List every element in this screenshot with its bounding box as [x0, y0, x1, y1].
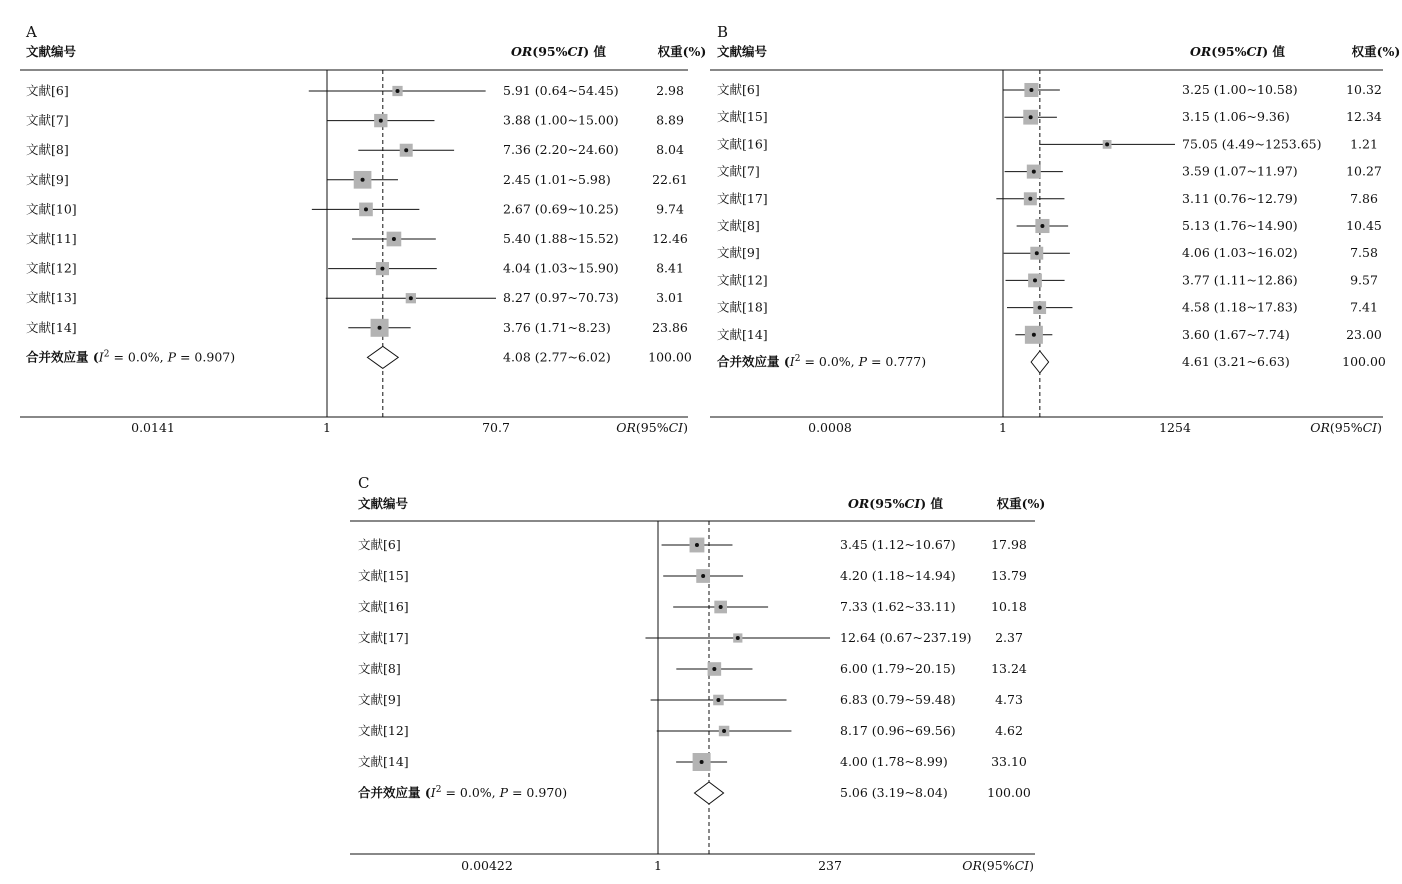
study-label: 文献[6] — [26, 83, 69, 98]
or-ci-value: 4.00 (1.78~8.99) — [840, 754, 948, 769]
or-ci-value: 3.77 (1.11~12.86) — [1182, 272, 1298, 288]
weight-value: 7.41 — [1350, 299, 1378, 315]
study-label: 文献[11] — [26, 231, 77, 246]
pooled-or-ci-value: 4.08 (2.77~6.02) — [503, 349, 611, 365]
or-ci-value: 8.17 (0.96~69.56) — [840, 723, 956, 738]
pooled-diamond — [367, 346, 398, 368]
or-ci-value: 5.13 (1.76~14.90) — [1182, 218, 1298, 233]
header-ci-close: ) 值 — [583, 44, 607, 59]
x-axis-tick-label: 237 — [818, 858, 842, 873]
pooled-label-post: = 0.777) — [867, 354, 927, 369]
i2-superscript: 2 — [103, 349, 110, 360]
header-ci-symbol: CI — [567, 44, 584, 59]
pooled-label-pre: 合并效应量 ( — [717, 354, 790, 369]
x-axis-label — [616, 420, 688, 435]
x-axis-tick-label: 1 — [654, 858, 662, 873]
pooled-weight-value: 100.00 — [648, 349, 692, 365]
or-ci-value: 3.11 (0.76~12.79) — [1182, 190, 1298, 206]
weight-value: 4.73 — [995, 692, 1023, 707]
panel-letter-B: B — [717, 23, 729, 41]
study-label: 文献[12] — [717, 272, 768, 288]
header-ci-open: (95% — [532, 44, 568, 59]
or-ci-value: 5.91 (0.64~54.45) — [503, 83, 619, 98]
i2-superscript: 2 — [435, 785, 442, 795]
or-ci-value: 3.88 (1.00~15.00) — [503, 112, 619, 128]
x-axis-label-mid: (95% — [1329, 420, 1363, 435]
weight-value: 10.32 — [1346, 82, 1382, 97]
header-or-symbol: OR — [848, 496, 870, 511]
point-estimate — [695, 543, 699, 547]
point-estimate — [1040, 224, 1044, 228]
study-label: 文献[17] — [717, 190, 768, 206]
or-ci-value: 3.59 (1.07~11.97) — [1182, 163, 1298, 179]
study-label: 文献[14] — [358, 754, 409, 769]
or-ci-value: 4.58 (1.18~17.83) — [1182, 299, 1298, 315]
x-axis-label — [962, 858, 1034, 873]
point-estimate — [716, 698, 720, 702]
weight-value: 23.86 — [652, 319, 688, 335]
pooled-weight-value: 100.00 — [987, 785, 1031, 800]
or-ci-value: 2.45 (1.01~5.98) — [503, 171, 611, 187]
i2-symbol: I — [789, 354, 795, 369]
study-label: 文献[16] — [358, 599, 409, 614]
x-axis-label-or: OR — [1310, 420, 1330, 435]
header-weight: 权重(%) — [1351, 44, 1401, 59]
pooled-diamond — [1031, 351, 1048, 373]
pooled-weight-value: 100.00 — [1342, 354, 1386, 369]
i2-symbol: I — [430, 785, 436, 800]
study-label: 文献[15] — [717, 109, 768, 125]
study-label: 文献[17] — [358, 630, 409, 645]
header-ci-close: ) 值 — [920, 496, 944, 511]
weight-value: 10.18 — [991, 599, 1027, 614]
x-axis-label-mid: (95% — [635, 420, 669, 435]
x-axis-tick-label: 1 — [999, 420, 1007, 435]
x-axis-label-end: ) — [1377, 420, 1382, 435]
x-axis-label-ci: CI — [1362, 420, 1378, 435]
x-axis-label-or: OR — [962, 858, 982, 873]
study-label: 文献[12] — [26, 260, 77, 276]
weight-value: 33.10 — [991, 754, 1027, 769]
or-ci-value: 3.60 (1.67~7.74) — [1182, 326, 1290, 342]
point-estimate — [409, 296, 413, 300]
weight-value: 8.41 — [656, 260, 684, 276]
or-ci-value: 75.05 (4.49~1253.65) — [1182, 136, 1322, 152]
point-estimate — [1033, 278, 1037, 282]
weight-value: 3.01 — [656, 290, 684, 306]
x-axis-tick-label: 0.0141 — [131, 420, 175, 435]
or-ci-value: 2.67 (0.69~10.25) — [503, 201, 619, 217]
or-ci-value: 4.04 (1.03~15.90) — [503, 260, 619, 276]
study-label: 文献[18] — [717, 299, 768, 315]
or-ci-value: 4.06 (1.03~16.02) — [1182, 245, 1298, 261]
weight-value: 13.79 — [991, 568, 1027, 583]
weight-value: 22.61 — [652, 171, 688, 187]
x-axis-tick-label: 1254 — [1159, 420, 1191, 435]
x-axis-tick-label: 70.7 — [482, 420, 510, 435]
pooled-label-post: = 0.970) — [508, 785, 568, 800]
or-ci-value: 8.27 (0.97~70.73) — [503, 290, 619, 306]
study-label: 文献[7] — [26, 112, 69, 128]
or-ci-value: 3.15 (1.06~9.36) — [1182, 109, 1290, 125]
weight-value: 9.57 — [1350, 272, 1378, 288]
weight-value: 8.89 — [656, 112, 684, 128]
pooled-or-ci-value: 5.06 (3.19~8.04) — [840, 785, 948, 800]
header-or-symbol: OR — [511, 44, 533, 59]
point-estimate — [1029, 88, 1033, 92]
study-label: 文献[13] — [26, 290, 77, 306]
weight-value: 7.86 — [1350, 190, 1378, 206]
point-estimate — [378, 326, 382, 330]
point-estimate — [722, 729, 726, 733]
point-estimate — [1038, 306, 1042, 310]
point-estimate — [396, 89, 400, 93]
or-ci-value: 4.20 (1.18~14.94) — [840, 568, 956, 583]
or-ci-value: 3.25 (1.00~10.58) — [1182, 82, 1298, 97]
or-ci-value: 5.40 (1.88~15.52) — [503, 231, 619, 246]
point-estimate — [1105, 142, 1109, 146]
study-label: 文献[9] — [26, 171, 69, 187]
pooled-or-ci-value: 4.61 (3.21~6.63) — [1182, 354, 1290, 369]
point-estimate — [1029, 115, 1033, 119]
i2-superscript: 2 — [794, 354, 801, 364]
x-axis-label-ci: CI — [1014, 858, 1030, 873]
weight-value: 9.74 — [656, 201, 684, 217]
pooled-label-mid: = 0.0%, — [109, 349, 168, 365]
p-symbol: P — [167, 349, 177, 365]
x-axis-tick-label: 0.0008 — [808, 420, 852, 435]
pooled-diamond — [694, 782, 723, 804]
pooled-label — [717, 354, 926, 369]
x-axis-tick-label: 0.00422 — [461, 858, 513, 873]
or-ci-value: 12.64 (0.67~237.19) — [840, 630, 972, 645]
weight-value: 1.21 — [1350, 136, 1378, 152]
point-estimate — [361, 178, 365, 182]
header-or-ci — [511, 44, 607, 59]
i2-symbol: I — [98, 349, 104, 365]
x-axis-label-end: ) — [1029, 858, 1034, 873]
header-ci-open: (95% — [869, 496, 905, 511]
study-label: 文献[16] — [717, 136, 768, 152]
x-axis-label — [1310, 420, 1382, 435]
point-estimate — [1028, 197, 1032, 201]
weight-value: 12.34 — [1346, 109, 1382, 125]
point-estimate — [379, 119, 383, 123]
header-ci-symbol: CI — [1246, 44, 1263, 59]
point-estimate — [736, 636, 740, 640]
point-estimate — [712, 667, 716, 671]
study-label: 文献[8] — [358, 661, 401, 676]
pooled-label — [26, 349, 235, 364]
point-estimate — [380, 267, 384, 271]
point-estimate — [392, 237, 396, 241]
or-ci-value: 3.45 (1.12~10.67) — [840, 537, 956, 552]
weight-value: 10.27 — [1346, 163, 1382, 179]
weight-value: 23.00 — [1346, 326, 1382, 342]
or-ci-value: 3.76 (1.71~8.23) — [503, 319, 611, 335]
point-estimate — [701, 574, 705, 578]
study-label: 文献[6] — [358, 537, 401, 552]
header-ci-close: ) 值 — [1262, 44, 1286, 59]
pooled-label-pre: 合并效应量 ( — [358, 785, 431, 800]
weight-value: 7.58 — [1350, 245, 1378, 261]
weight-value: 12.46 — [652, 231, 688, 246]
x-axis-label-ci: CI — [668, 420, 684, 435]
header-or-ci — [1190, 44, 1286, 59]
weight-value: 8.04 — [656, 142, 684, 158]
panel-letter-C: C — [358, 474, 370, 492]
weight-value: 13.24 — [991, 661, 1027, 676]
study-label: 文献[15] — [358, 568, 409, 583]
header-ci-symbol: CI — [904, 496, 921, 511]
header-study: 文献编号 — [717, 44, 768, 59]
or-ci-value: 7.33 (1.62~33.11) — [840, 599, 956, 614]
or-ci-value: 6.83 (0.79~59.48) — [840, 692, 956, 707]
pooled-label-post: = 0.907) — [176, 349, 236, 365]
x-axis-tick-label: 1 — [323, 420, 331, 435]
header-or-symbol: OR — [1190, 44, 1212, 59]
point-estimate — [1032, 333, 1036, 337]
point-estimate — [1032, 170, 1036, 174]
pooled-label — [358, 785, 567, 800]
study-label: 文献[7] — [717, 163, 760, 179]
header-weight: 权重(%) — [996, 496, 1046, 511]
study-label: 文献[8] — [26, 142, 69, 158]
study-label: 文献[14] — [717, 326, 768, 342]
weight-value: 2.98 — [656, 83, 684, 98]
point-estimate — [1035, 251, 1039, 255]
study-label: 文献[14] — [26, 319, 77, 335]
point-estimate — [364, 207, 368, 211]
p-symbol: P — [499, 785, 509, 800]
or-ci-value: 6.00 (1.79~20.15) — [840, 661, 956, 676]
x-axis-label-end: ) — [683, 420, 688, 435]
weight-value: 10.45 — [1346, 218, 1382, 233]
study-label: 文献[12] — [358, 723, 409, 738]
p-symbol: P — [858, 354, 868, 369]
x-axis-label-or: OR — [616, 420, 636, 435]
x-axis-label-mid: (95% — [981, 858, 1015, 873]
weight-value: 4.62 — [995, 723, 1023, 738]
or-ci-value: 7.36 (2.20~24.60) — [503, 142, 619, 158]
pooled-label-mid: = 0.0%, — [800, 354, 859, 369]
point-estimate — [404, 148, 408, 152]
header-weight: 权重(%) — [657, 44, 707, 59]
study-label: 文献[6] — [717, 82, 760, 97]
weight-value: 2.37 — [995, 630, 1023, 645]
study-label: 文献[9] — [358, 692, 401, 707]
study-label: 文献[8] — [717, 218, 760, 233]
pooled-label-pre: 合并效应量 ( — [26, 349, 99, 365]
header-study: 文献编号 — [26, 44, 77, 59]
header-ci-open: (95% — [1211, 44, 1247, 59]
study-label: 文献[10] — [26, 201, 77, 217]
pooled-label-mid: = 0.0%, — [441, 785, 500, 800]
point-estimate — [719, 605, 723, 609]
point-estimate — [700, 760, 704, 764]
weight-value: 17.98 — [991, 537, 1027, 552]
study-label: 文献[9] — [717, 245, 760, 261]
header-study: 文献编号 — [358, 496, 409, 511]
panel-letter-A: A — [26, 23, 37, 41]
header-or-ci — [848, 496, 944, 511]
